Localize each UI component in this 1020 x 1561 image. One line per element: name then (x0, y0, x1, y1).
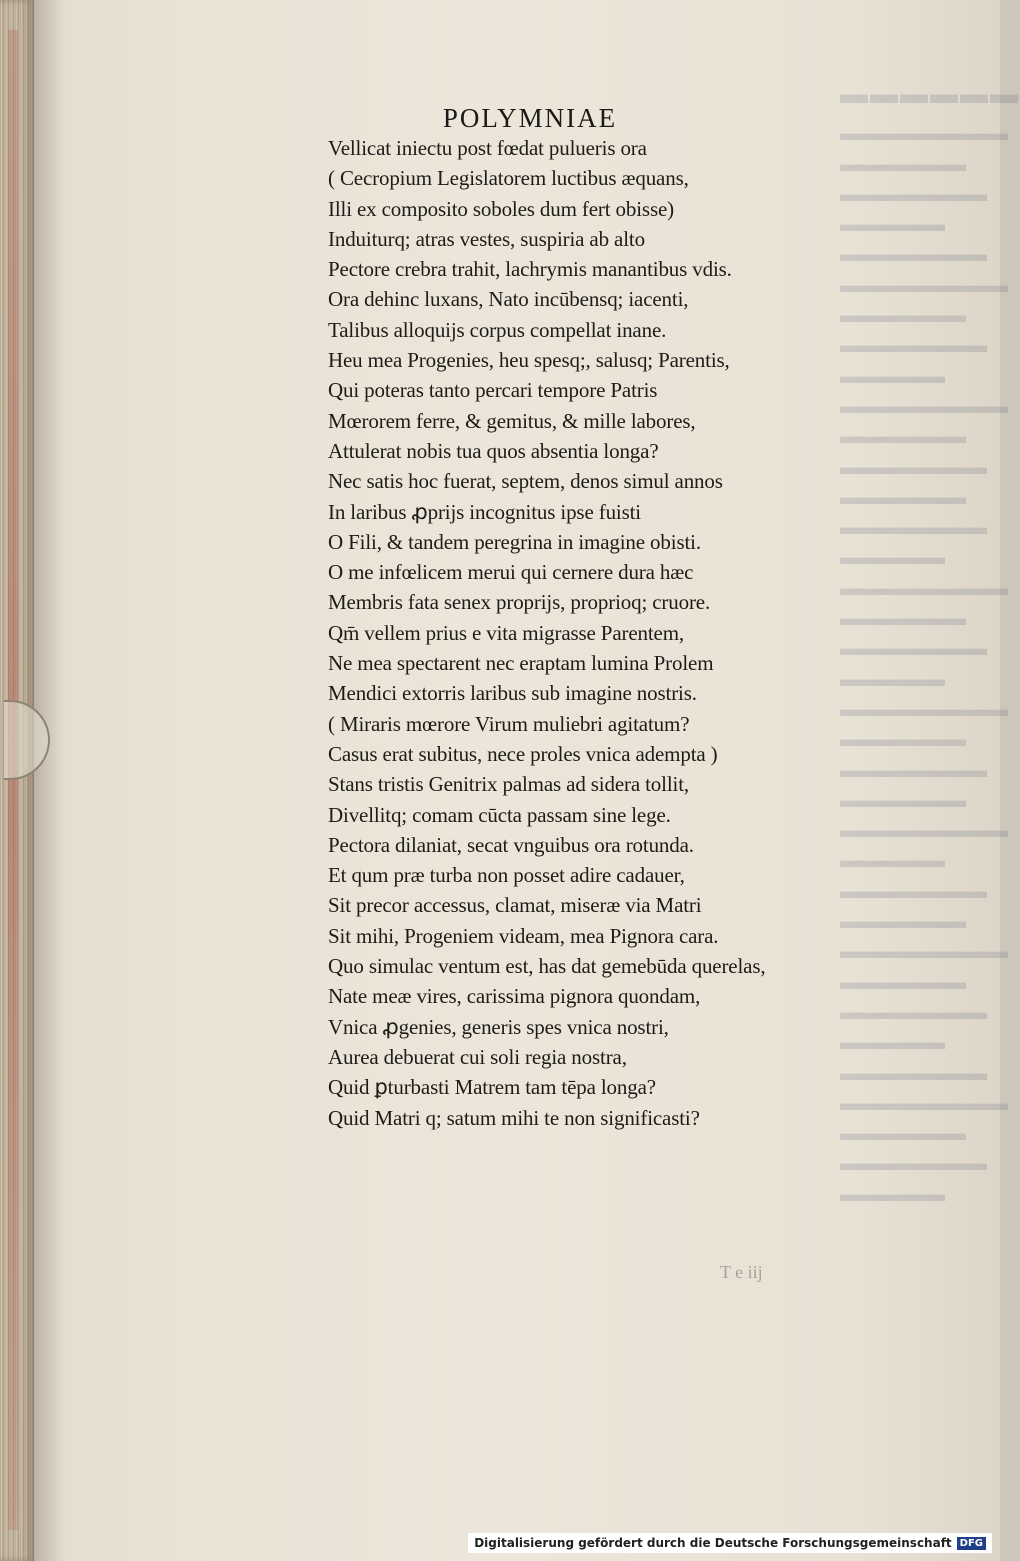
verse-line: ( Cecropium Legislatorem luctibus æquans, (328, 166, 689, 191)
verse-line: Vnica ꝓgenies, generis spes vnica nostri, (328, 1014, 669, 1039)
verse-line: Quid Matri q; satum mihi te non significasti? (328, 1105, 700, 1130)
verse-line: Nate meæ vires, carissima pignora quondam, (328, 984, 701, 1009)
gutter-shadow (34, 0, 64, 1561)
running-head: POLYMNIAE (442, 103, 618, 133)
verse-line: Stans tristis Genitrix palmas ad sidera tollit, (328, 772, 689, 797)
book-page-edges (0, 0, 34, 1561)
verse-line: Ora dehinc luxans, Nato incūbensq; iacenti, (328, 287, 689, 312)
verse-line: In laribus ꝓprijs incognitus ipse fuisti (328, 499, 641, 524)
signature-mark: T e iij (720, 1262, 763, 1282)
verse-line: Divellitq; comam cūcta passam sine lege. (328, 802, 671, 827)
dfg-logo: DFG (957, 1537, 986, 1550)
verse-line: O Fili, & tandem peregrina in imagine obisti. (328, 529, 701, 554)
verse-line: Pectore crebra trahit, lachrymis manantibus vdis. (328, 257, 732, 282)
verse-line: ( Miraris mœrore Virum muliebri agitatum? (328, 711, 690, 736)
verse-line: Sit mihi, Progeniem videam, mea Pignora cara. (328, 923, 719, 948)
verse-line: Quo simulac ventum est, has dat gemebūda querelas, (328, 954, 766, 979)
verse-line: Vellicat iniectu post fœdat pulueris ora (328, 136, 647, 160)
verse-line: Qui poteras tanto percari tempore Patris (328, 378, 658, 403)
verse-line: Ne mea spectarent nec eraptam lumina Prolem (328, 651, 714, 676)
verse-line: Induiturq; atras vestes, suspiria ab alto (328, 226, 645, 251)
verse-line: Attulerat nobis tua quos absentia longa? (328, 438, 659, 463)
show-through-text: ▬▬▬▬▬▬ ▬▬▬▬▬▬▬▬ ▬▬▬▬▬▬ ▬▬▬▬▬▬▬ ▬▬▬▬▬ ▬▬▬▬▬▬▬ ▬▬▬▬▬▬▬▬ ▬▬▬▬▬▬ ▬▬▬▬▬▬▬ ▬▬▬▬▬ ▬▬▬▬▬▬▬▬ ▬▬▬▬▬▬ ▬▬▬▬▬▬▬ ▬▬▬▬▬▬ ▬▬▬▬▬▬▬ ▬▬▬▬▬ ▬▬▬▬▬▬▬▬ ▬▬▬▬▬▬ ▬▬▬▬▬▬▬ ▬▬▬▬▬ ▬▬▬▬▬▬▬▬ ▬▬▬▬▬▬ ▬▬▬▬▬▬▬ ▬▬▬▬▬▬ ▬▬▬▬▬▬▬▬ ▬▬▬▬▬ ▬▬▬▬▬▬▬ ▬▬▬▬▬▬ ▬▬▬▬▬▬▬▬ ▬▬▬▬▬▬ ▬▬▬▬▬▬▬ ▬▬▬▬▬ ▬▬▬▬▬▬▬ ▬▬▬▬▬▬▬▬ ▬▬▬▬▬▬ ▬▬▬▬▬▬▬ ▬▬▬▬▬ (840, 79, 1020, 1206)
verse-line: Illi ex composito soboles dum fert obisse) (328, 196, 674, 221)
book-edge-red-stain (8, 30, 18, 1530)
verse-line: O me infœlicem merui qui cernere dura hæc (328, 560, 694, 585)
verse-line: Qm̄ vellem prius e vita migrasse Parentem, (328, 620, 685, 645)
verse-line: Nec satis hoc fuerat, septem, denos simul annos (328, 469, 723, 494)
verse-line: Casus erat subitus, nece proles vnica adempta ) (328, 741, 718, 766)
verse-line: Membris fata senex proprijs, proprioq; cruore. (328, 590, 711, 615)
footer-text: Digitalisierung gefördert durch die Deutsche Forschungsgemeinschaft (474, 1536, 952, 1550)
verse-list (328, 133, 798, 1133)
verse-line: Aurea debuerat cui soli regia nostra, (328, 1044, 627, 1069)
verse-line: Sit precor accessus, clamat, miseræ via Matri (328, 893, 702, 918)
verse-line: Mendici extorris laribus sub imagine nostris. (328, 681, 697, 706)
verse-line: Quid ꝑturbasti Matrem tam tēpa longa? (328, 1075, 656, 1100)
verse-line: Mœrorem ferre, & gemitus, & mille labores, (328, 408, 696, 433)
digitization-footer (468, 1533, 992, 1553)
verse-line: Heu mea Progenies, heu spesq;, salusq; Parentis, (328, 348, 730, 373)
verse-line: Et qum præ turba non posset adire cadauer, (328, 863, 685, 888)
verse-line: Talibus alloquijs corpus compellat inane. (328, 317, 667, 342)
verse-line: Pectora dilaniat, secat vnguibus ora rotunda. (328, 832, 694, 857)
